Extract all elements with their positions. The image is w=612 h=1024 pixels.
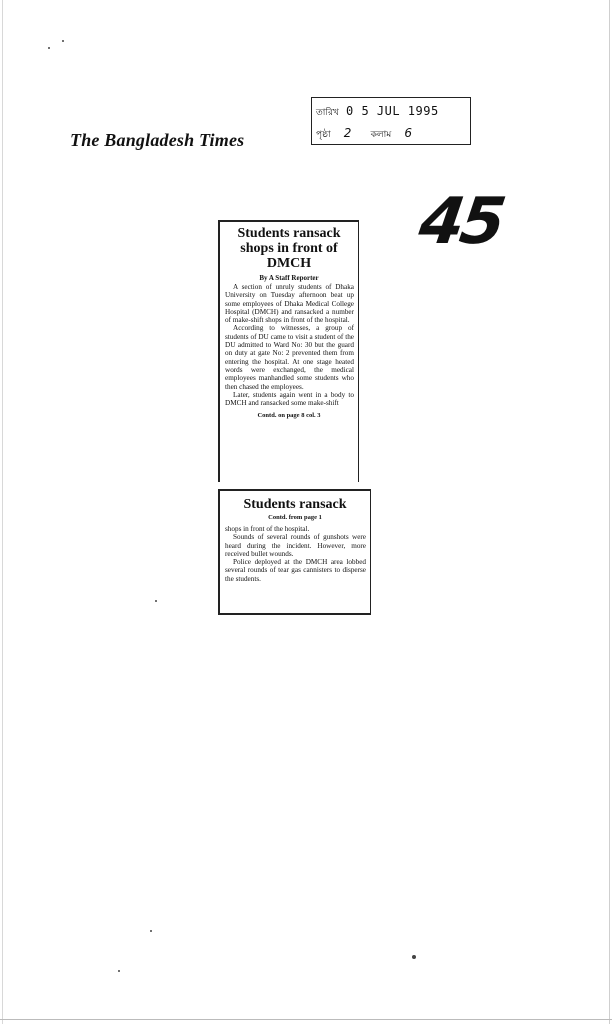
continuation-clipping xyxy=(218,489,371,615)
date-stamp xyxy=(311,97,471,145)
article-byline: By A Staff Reporter xyxy=(259,274,319,282)
scan-speck xyxy=(150,930,152,932)
stamp-date-label: তারিখ xyxy=(316,108,339,118)
page-edge-bottom xyxy=(0,1019,612,1020)
continued-note: Contd. on page 8 col. 3 xyxy=(257,412,321,420)
stamp-page-label: পৃষ্ঠা xyxy=(316,130,331,140)
scan-speck xyxy=(62,40,64,42)
page-edge-left xyxy=(2,0,3,1024)
continuation-paragraph: Sounds of several rounds of gunshots were heard during the incident. However, more received bullet wounds. xyxy=(225,533,366,558)
scan-speck xyxy=(412,955,416,959)
scan-speck xyxy=(48,47,50,49)
continued-from-note: Contd. from page 1 xyxy=(268,514,322,521)
page-edge-right xyxy=(609,0,610,1024)
continuation-body xyxy=(225,525,366,583)
scan-speck xyxy=(155,600,157,602)
stamp-date-value: 0 5 JUL 1995 xyxy=(346,104,439,118)
article-paragraph: Later, students again went in a body to DMCH and ransacked some make-shift xyxy=(225,390,354,408)
continuation-headline: Students ransack xyxy=(243,497,347,512)
scan-speck xyxy=(118,970,120,972)
stamp-column-value: 6 xyxy=(404,126,413,140)
stamp-page-row xyxy=(316,126,428,142)
article-headline: Students ransack shops in front of DMCH xyxy=(237,226,341,271)
stamp-page-value: 2 xyxy=(343,126,352,140)
stamp-date-row xyxy=(316,104,439,120)
stamp-column-label: কলাম xyxy=(370,130,392,140)
article-paragraph: According to witnesses, a group of students of DU came to visit a student of the DU admitted to Ward No: 30 but the guard on duty at gate No: 2 prevented them from entering the hospital. At one stage heated words were exchanged, the medical employees manhandled some students who then chased the employees. xyxy=(225,324,354,391)
article-clipping xyxy=(218,220,359,482)
continuation-paragraph: Police deployed at the DMCH area lobbed several rounds of tear gas cannisters to disperse the students. xyxy=(225,558,366,583)
continuation-paragraph: shops in front of the hospital. xyxy=(225,525,310,533)
handwritten-page-number: 45 xyxy=(414,185,507,259)
newspaper-masthead: The Bangladesh Times xyxy=(70,130,245,150)
article-paragraph: A section of unruly students of Dhaka University on Tuesday afternoon beat up some employees of Dhaka Medical College Hospital (DMCH) and ransacked a number of make-shift shops in front of the hospital. xyxy=(225,283,354,325)
article-body xyxy=(225,283,354,407)
